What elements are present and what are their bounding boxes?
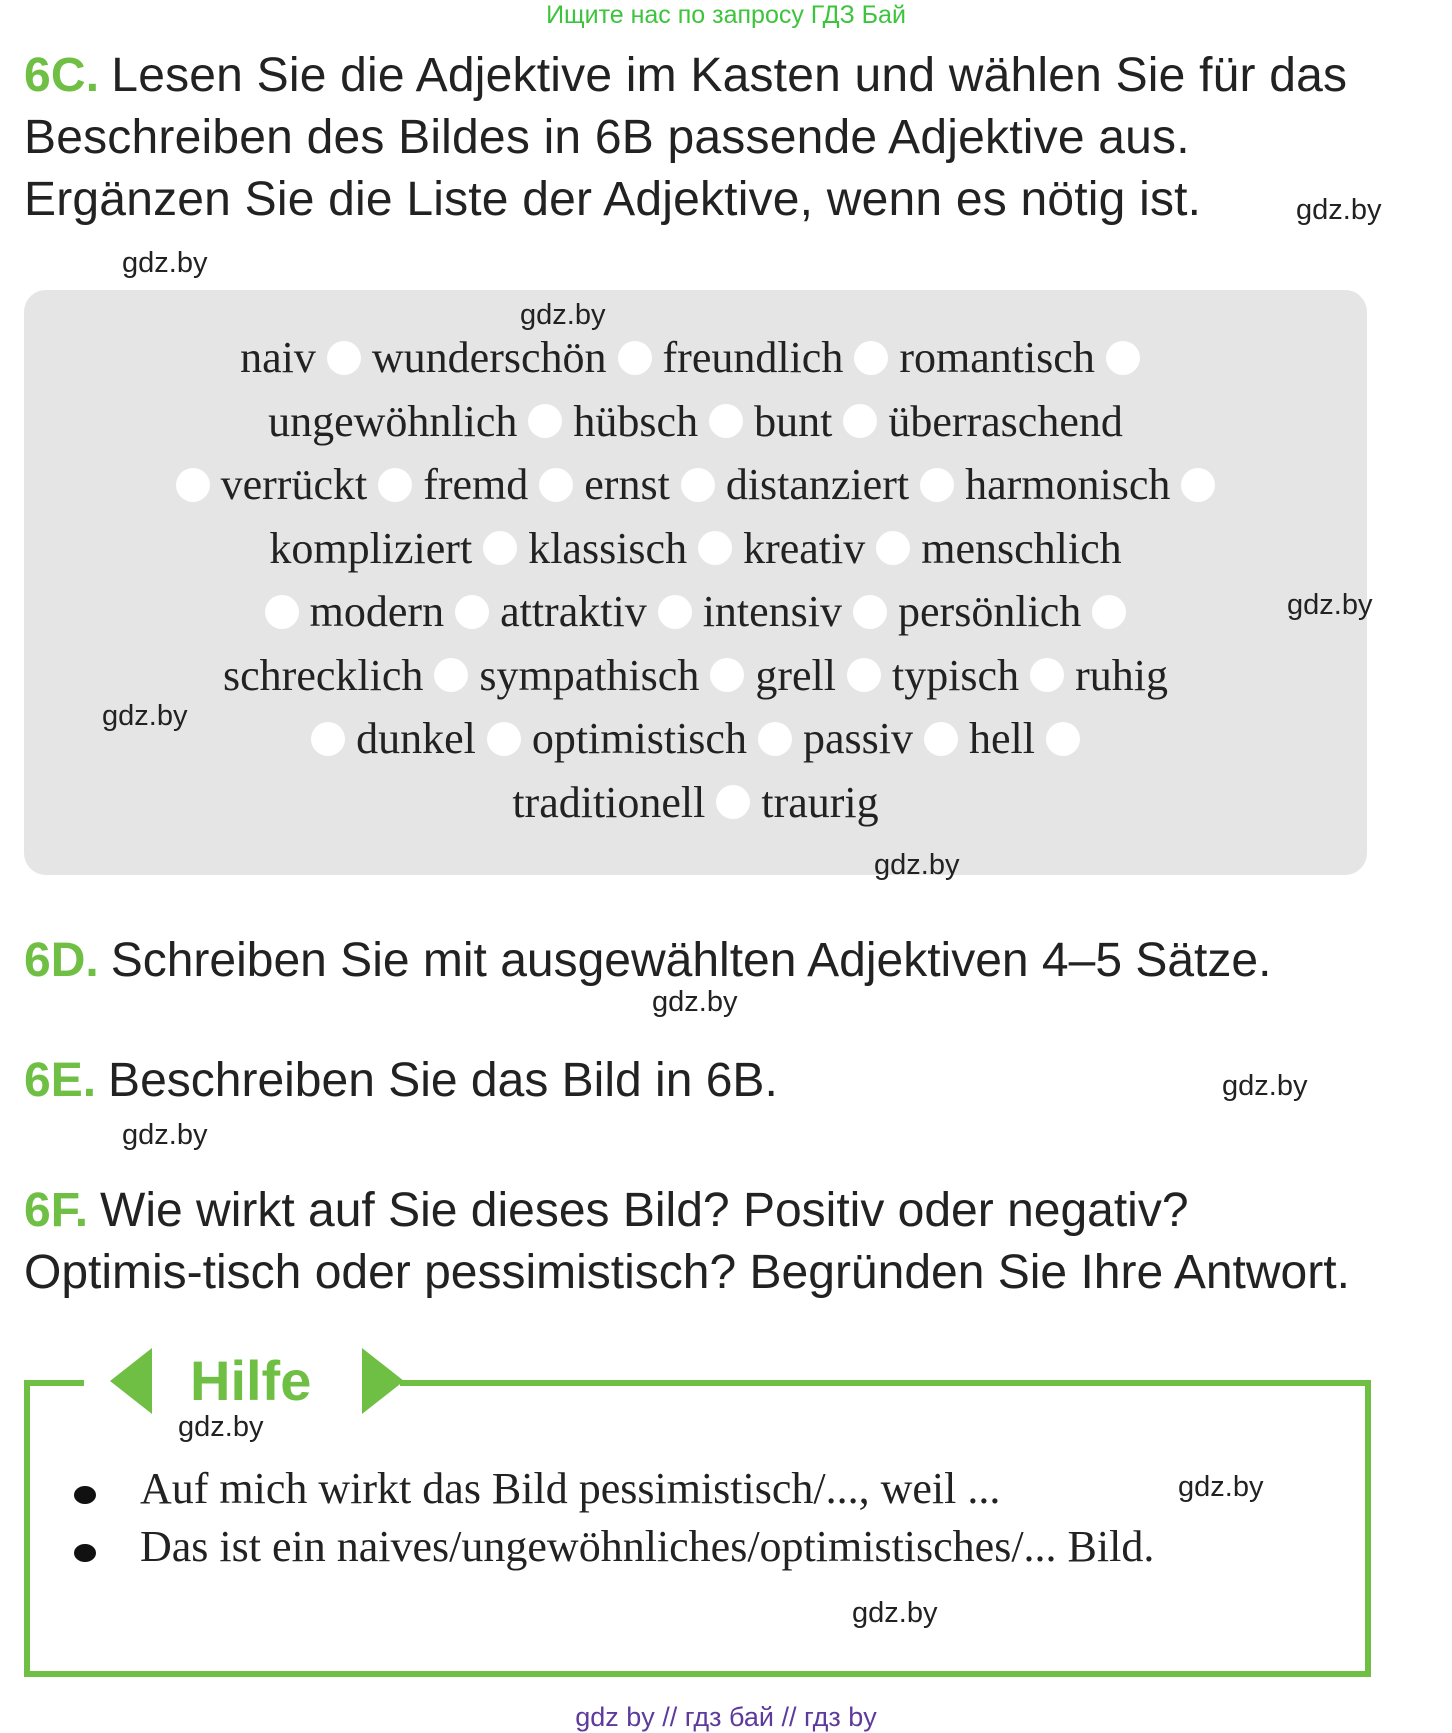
footer: gdz by // гдз бай // гдз by [575,1702,877,1732]
arrow-right-icon [362,1348,404,1414]
task-6d [24,930,1374,992]
adjective: typisch [891,650,1020,700]
separator-dot [758,722,792,756]
adjective: schrecklich [223,650,424,700]
watermark: gdz.by [1222,1070,1308,1102]
separator-dot [1181,468,1215,502]
adjective: distanziert [725,460,910,510]
adjective: grell [755,650,836,700]
task-text: Lesen Sie die Adjektive im Kasten und wählen Sie für das Beschreiben des Bildes in 6B passende Adjektive aus. Ergänzen Sie die Liste der Adjektive, wenn es nötig ist. [24,49,1348,226]
adjective: hübsch [573,396,699,446]
separator-dot [1092,595,1126,629]
adjective-row [24,580,1367,644]
adjective: kompliziert [269,523,473,573]
separator-dot [528,404,562,438]
top-banner: Ищите нас по запросу ГДЗ Бай [546,1,906,29]
adjective: modern [309,587,445,637]
adjective: bunt [754,396,833,446]
adjective-box [24,290,1367,875]
separator-dot [311,722,345,756]
hilfe-item [70,1460,1340,1518]
task-text: Wie wirkt auf Sie dieses Bild? Positiv oder negativ? Optimis-tisch oder pessimistisch? Begründen Sie Ihre Antwort. [24,1184,1350,1299]
separator-dot [176,468,210,502]
adjective-row [24,517,1367,581]
adjective: dunkel [356,714,476,764]
adjective: attraktiv [500,587,647,637]
separator-dot [716,785,750,819]
separator-dot [658,595,692,629]
separator-dot [698,531,732,565]
separator-dot [924,722,958,756]
watermark: gdz.by [652,986,738,1018]
task-text: Beschreiben Sie das Bild in 6B. [108,1054,778,1107]
adjective-row [24,326,1367,390]
task-text: Schreiben Sie mit ausgewählten Adjektiven 4–5 Sätze. [110,934,1272,987]
separator-dot [1106,341,1140,375]
separator-dot [681,468,715,502]
watermark: gdz.by [1178,1471,1264,1503]
separator-dot [378,468,412,502]
separator-dot [487,722,521,756]
adjective-row [24,707,1367,771]
hilfe-item-text: Das ist ein naives/ungewöhnliches/optimistisches/... Bild. [140,1522,1155,1571]
adjective: wunderschön [371,333,607,383]
adjective: sympathisch [479,650,700,700]
hilfe-item [70,1518,1340,1576]
separator-dot [618,341,652,375]
watermark: gdz.by [1296,194,1382,226]
adjective: verrückt [220,460,368,510]
adjective: ruhig [1075,650,1168,700]
separator-dot [327,341,361,375]
adjective: ungewöhnlich [268,396,518,446]
adjective: ernst [584,460,670,510]
watermark: gdz.by [520,299,606,331]
watermark: gdz.by [178,1411,264,1443]
adjective: fremd [423,460,529,510]
adjective: menschlich [921,523,1122,573]
adjective-row [24,644,1367,708]
separator-dot [847,658,881,692]
separator-dot [434,658,468,692]
adjective: passiv [802,714,913,764]
watermark: gdz.by [102,700,188,732]
task-6c [24,45,1369,231]
adjective: persönlich [898,587,1082,637]
separator-dot [483,531,517,565]
adjective: intensiv [702,587,843,637]
task-number: 6D. [24,934,99,987]
task-6e [24,1050,1374,1112]
adjective: traditionell [512,777,706,827]
separator-dot [1046,722,1080,756]
adjective: optimistisch [531,714,747,764]
separator-dot [920,468,954,502]
hilfe-title: Hilfe [190,1349,312,1412]
task-6f [24,1180,1374,1304]
separator-dot [843,404,877,438]
separator-dot [265,595,299,629]
separator-dot [455,595,489,629]
arrow-left-icon [110,1348,152,1414]
hilfe-list [70,1460,1340,1576]
watermark: gdz.by [852,1597,938,1629]
watermark: gdz.by [122,247,208,279]
adjective-list [24,326,1367,834]
task-number: 6F. [24,1184,89,1237]
separator-dot [1030,658,1064,692]
bullet-icon [74,1544,96,1562]
task-number: 6E. [24,1054,97,1107]
separator-dot [853,595,887,629]
separator-dot [876,531,910,565]
separator-dot [709,404,743,438]
watermark: gdz.by [1287,589,1373,621]
adjective-row [24,390,1367,454]
adjective: romantisch [899,333,1095,383]
hilfe-item-text: Auf mich wirkt das Bild pessimistisch/..., weil ... [140,1464,1001,1513]
separator-dot [539,468,573,502]
adjective: freundlich [662,333,844,383]
adjective: überraschend [888,396,1123,446]
watermark: gdz.by [122,1119,208,1151]
watermark: gdz.by [874,849,960,881]
adjective-row [24,453,1367,517]
adjective: traurig [761,777,879,827]
adjective: harmonisch [965,460,1171,510]
adjective-row [24,771,1367,835]
adjective: klassisch [528,523,688,573]
adjective: hell [968,714,1035,764]
bullet-icon [74,1486,96,1504]
separator-dot [710,658,744,692]
adjective: naiv [240,333,316,383]
separator-dot [854,341,888,375]
adjective: kreativ [743,523,866,573]
task-number: 6C. [24,49,100,102]
